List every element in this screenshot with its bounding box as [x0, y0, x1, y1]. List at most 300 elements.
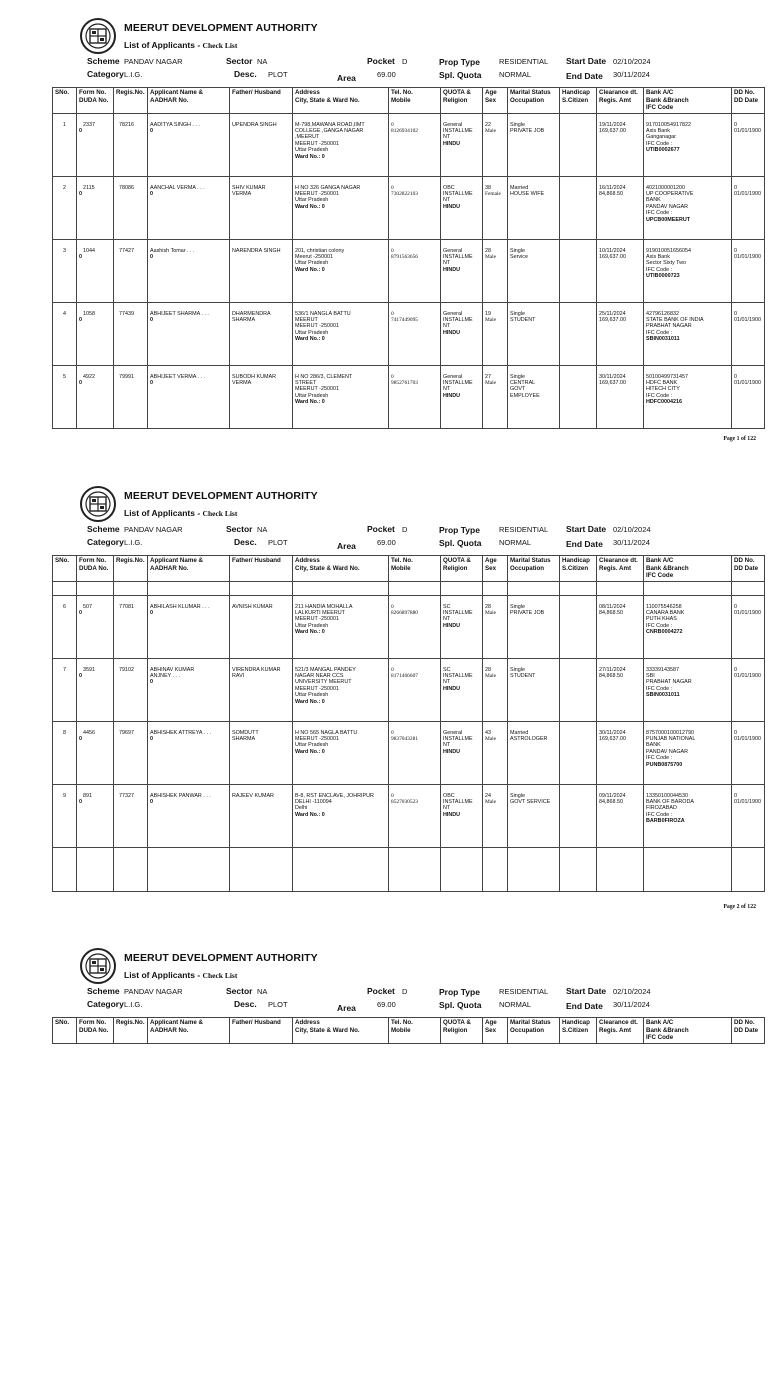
- column-header: [293, 556, 389, 582]
- cell-text: UTIB0002677: [646, 147, 680, 154]
- cell-text: 0: [734, 121, 737, 128]
- cell-text: STATE BANK OF INDIA PRABHAT NAGAR: [646, 316, 704, 330]
- end-date-label: End Date: [566, 71, 603, 81]
- spl-quota-value: NORMAL: [499, 70, 532, 79]
- table-cell: [483, 176, 508, 239]
- applicants-table: [52, 87, 765, 429]
- table-cell: [389, 176, 441, 239]
- column-header: [230, 88, 293, 114]
- table-row: [53, 365, 765, 428]
- table-cell: [732, 658, 765, 721]
- cell-text: OBC INSTALLME NT: [443, 184, 473, 204]
- column-header: [53, 88, 77, 114]
- prop-type-value: RESIDENTIAL: [499, 525, 549, 534]
- empty-cell: [732, 847, 765, 891]
- cell-text: CANARA BANK PUTH KHAS: [646, 609, 685, 623]
- column-header-text: Form No. DUDA No.: [79, 89, 109, 104]
- cell-text: Ward No.: 0: [295, 811, 325, 818]
- table-cell: [148, 239, 230, 302]
- cell-text: 536/1 NANGLA BATTU MEERUT MEERUT -250001 Uttar Pradesh: [295, 310, 351, 336]
- sector-label: Sector: [226, 56, 253, 66]
- column-header: [114, 88, 148, 114]
- column-header-text: Regis.No.: [116, 1019, 145, 1026]
- cell-text: 4021000001200: [646, 184, 685, 191]
- table-cell: [148, 721, 230, 784]
- cell-text: 0: [79, 127, 82, 134]
- column-header-text: Marital Status Occupation: [510, 557, 551, 572]
- empty-cell: [597, 581, 644, 595]
- start-date-label: Start Date: [566, 986, 607, 996]
- cell-text: Male: [485, 316, 497, 323]
- cell-text: IFC Code :: [646, 811, 673, 818]
- cell-text: ABHISHEK PANWAR . . .: [150, 792, 211, 799]
- category-value: L.I.G.: [124, 538, 143, 547]
- table-cell: [77, 176, 114, 239]
- cell-text: Male: [485, 253, 497, 260]
- desc-value: PLOT: [268, 538, 288, 547]
- cell-text: SHIV KUMAR VERMA: [232, 184, 266, 197]
- table-cell: [560, 595, 597, 658]
- cell-text: IFC Code :: [646, 622, 673, 629]
- cell-text: 78216: [119, 121, 134, 128]
- column-header: [597, 556, 644, 582]
- empty-cell: [293, 581, 389, 595]
- table-cell: [53, 113, 77, 176]
- column-header-text: Age Sex: [485, 1019, 497, 1034]
- table-cell: [597, 176, 644, 239]
- cell-text: 84,868.50: [599, 609, 623, 616]
- start-date-value: 02/10/2024: [613, 525, 651, 534]
- cell-text: 01/01/1900: [734, 672, 761, 679]
- table-cell: [53, 721, 77, 784]
- cell-text: 27/11/2024: [599, 666, 626, 673]
- cell-text: NARENDRA SINGH: [232, 247, 281, 254]
- start-date-label: Start Date: [566, 56, 607, 66]
- cell-text: AADITYA SINGH . . .: [150, 121, 200, 128]
- empty-cell: [644, 847, 732, 891]
- table-cell: [148, 302, 230, 365]
- cell-text: PRIVATE JOB: [510, 127, 545, 134]
- cell-text: Ward No.: 0: [295, 266, 325, 273]
- table-cell: [441, 302, 483, 365]
- empty-cell: [508, 581, 560, 595]
- table-cell: [389, 365, 441, 428]
- end-date-label: End Date: [566, 1001, 603, 1011]
- category-value: L.I.G.: [124, 70, 143, 79]
- cell-text: PRIVATE JOB: [510, 609, 545, 616]
- cell-text: UTIB0000723: [646, 273, 680, 280]
- cell-text: 0: [391, 184, 394, 191]
- cell-text: 01/01/1900: [734, 253, 761, 260]
- cell-text: 0: [734, 310, 737, 317]
- cell-text: 13350100044530: [646, 792, 688, 799]
- cell-text: IFC Code :: [646, 685, 673, 692]
- table-cell: [230, 365, 293, 428]
- cell-text: 0: [150, 798, 153, 805]
- cell-text: 8126934102: [391, 127, 418, 134]
- table-cell: [293, 658, 389, 721]
- table-cell: [508, 176, 560, 239]
- cell-text: ABHIJEET SHARMA . . .: [150, 310, 209, 317]
- cell-text: 211 HANDIA MOHALLA LALKURTI MEERUT MEERUT -250001 Uttar Pradesh: [295, 603, 353, 629]
- cell-text: SBIN0031011: [646, 336, 680, 343]
- pocket-label: Pocket: [367, 986, 395, 996]
- table-cell: [293, 784, 389, 847]
- cell-text: STUDENT: [510, 672, 536, 679]
- cell-text: Axis Bank Ganganagar: [646, 127, 676, 141]
- table-cell: [508, 302, 560, 365]
- table-cell: [293, 176, 389, 239]
- table-cell: [148, 784, 230, 847]
- table-cell: [114, 595, 148, 658]
- cell-text: 01/01/1900: [734, 735, 761, 742]
- cell-text: SBI PRABHAT NAGAR: [646, 672, 692, 686]
- cell-text: 78086: [119, 184, 134, 191]
- cell-text: 33339143587: [646, 666, 679, 673]
- cell-text: 9852761703: [391, 379, 418, 386]
- table-cell: [508, 784, 560, 847]
- cell-text: 0: [79, 316, 82, 323]
- table-cell: [53, 595, 77, 658]
- cell-text: Male: [485, 127, 497, 134]
- table-cell: [732, 113, 765, 176]
- desc-label: Desc.: [234, 537, 257, 547]
- spl-quota-value: NORMAL: [499, 1000, 532, 1009]
- sector-value: NA: [257, 525, 268, 534]
- column-header-text: DD No. DD Date: [734, 1019, 759, 1034]
- table-cell: [148, 595, 230, 658]
- cell-text: 8527030523: [391, 798, 418, 805]
- table-cell: [644, 784, 732, 847]
- page-number: Page 2 of 122: [723, 904, 756, 910]
- cell-text: 0: [150, 127, 153, 134]
- table-cell: [560, 365, 597, 428]
- cell-text: HINDU: [443, 203, 461, 210]
- table-cell: [597, 239, 644, 302]
- table-cell: [114, 658, 148, 721]
- column-header-text: DD No. DD Date: [734, 89, 759, 104]
- column-header: [560, 556, 597, 582]
- table-cell: [389, 721, 441, 784]
- column-header-text: Form No. DUDA No.: [79, 1019, 109, 1034]
- cell-text: 0: [79, 253, 82, 260]
- cell-text: 19/11/2024: [599, 121, 626, 128]
- cell-text: 0: [391, 603, 394, 610]
- column-header-text: Tel. No. Mobile: [391, 1019, 413, 1034]
- table-cell: [77, 365, 114, 428]
- cell-text: Married: [510, 184, 529, 191]
- table-cell: [597, 658, 644, 721]
- cell-text: HDFC BANK HITECH CITY: [646, 379, 680, 393]
- cell-text: 0: [150, 609, 153, 616]
- table-cell: [230, 721, 293, 784]
- cell-text: ABHILASH KLUMAR . . .: [150, 603, 210, 610]
- cell-text: HINDU: [443, 329, 461, 336]
- cell-text: 43: [485, 729, 491, 736]
- org-title: MEERUT DEVELOPMENT AUTHORITY: [124, 22, 318, 34]
- table-cell: [230, 595, 293, 658]
- applicants-table: [52, 1017, 765, 1044]
- cell-text: 50100499731457: [646, 373, 688, 380]
- cell-text: 0: [150, 735, 153, 742]
- cell-text: UPCB00MEERUT: [646, 216, 691, 223]
- table-cell: [293, 113, 389, 176]
- column-header-text: Tel. No. Mobile: [391, 89, 413, 104]
- cell-text: 169,637.00: [599, 253, 626, 260]
- spl-quota-label: Spl. Quota: [439, 538, 482, 548]
- cell-text: 9: [63, 792, 66, 799]
- table-cell: [293, 721, 389, 784]
- column-header-text: Address City, State & Ward No.: [295, 89, 360, 104]
- cell-text: Female: [485, 190, 501, 197]
- cell-text: STUDENT: [510, 316, 536, 323]
- scheme-value: PANDAV NAGAR: [124, 525, 183, 534]
- table-cell: [293, 302, 389, 365]
- cell-text: BANK OF BARODA FIROZABAD: [646, 798, 694, 812]
- cell-text: 0: [150, 379, 153, 386]
- area-value: 69.00: [377, 538, 396, 547]
- table-cell: [77, 302, 114, 365]
- table-cell: [732, 595, 765, 658]
- column-header-text: Regis.No.: [116, 89, 145, 96]
- area-value: 69.00: [377, 70, 396, 79]
- area-label: Area: [337, 73, 356, 83]
- cell-text: 28: [485, 603, 491, 610]
- column-header-text: Handicap S.Citizen: [562, 1019, 590, 1034]
- cell-text: Single: [510, 121, 525, 128]
- cell-text: 0: [391, 729, 394, 736]
- column-header-text: Applicant Name & AADHAR No.: [150, 557, 203, 572]
- column-header: [441, 88, 483, 114]
- cell-text: Ward No.: 0: [295, 748, 325, 755]
- table-cell: [597, 721, 644, 784]
- cell-text: General INSTALLME NT: [443, 247, 473, 267]
- cell-text: 0: [391, 121, 394, 128]
- cell-text: 0: [391, 310, 394, 317]
- prop-type-label: Prop Type: [439, 525, 480, 535]
- empty-cell: [732, 581, 765, 595]
- column-header: [732, 1018, 765, 1044]
- table-cell: [597, 302, 644, 365]
- cell-text: HINDU: [443, 392, 461, 399]
- cell-text: 8: [63, 729, 66, 736]
- empty-cell: [148, 847, 230, 891]
- table-cell: [644, 365, 732, 428]
- empty-cell: [53, 581, 77, 595]
- table-cell: [77, 721, 114, 784]
- column-header-text: Age Sex: [485, 557, 497, 572]
- column-header-text: Marital Status Occupation: [510, 89, 551, 104]
- empty-cell: [53, 847, 77, 891]
- cell-text: 79102: [119, 666, 134, 673]
- table-cell: [230, 176, 293, 239]
- column-header-text: Marital Status Occupation: [510, 1019, 551, 1034]
- empty-cell: [148, 581, 230, 595]
- table-cell: [114, 176, 148, 239]
- start-date-value: 02/10/2024: [613, 987, 651, 996]
- table-cell: [441, 658, 483, 721]
- table-cell: [732, 365, 765, 428]
- table-cell: [230, 784, 293, 847]
- cell-text: SOMDUTT SHARMA: [232, 729, 259, 742]
- cell-text: 0: [391, 373, 394, 380]
- table-cell: [389, 658, 441, 721]
- cell-text: 169,637.00: [599, 379, 626, 386]
- cell-text: 8791563656: [391, 253, 418, 260]
- cell-text: 0: [150, 316, 153, 323]
- cell-text: 6: [63, 603, 66, 610]
- cell-text: 01/01/1900: [734, 379, 761, 386]
- table-cell: [77, 658, 114, 721]
- table-cell: [441, 113, 483, 176]
- column-header: [483, 556, 508, 582]
- spl-quota-value: NORMAL: [499, 538, 532, 547]
- table-cell: [114, 302, 148, 365]
- cell-text: UPENDRA SINGH: [232, 121, 277, 128]
- cell-text: 7417449095: [391, 316, 418, 323]
- sector-label: Sector: [226, 524, 253, 534]
- empty-cell: [483, 581, 508, 595]
- table-cell: [148, 176, 230, 239]
- column-header-text: Clearance dt. Regis. Amt: [599, 1019, 638, 1034]
- subtitle-text: List of Applicants -: [124, 970, 203, 980]
- list-subtitle: [124, 508, 237, 518]
- empty-cell: [441, 581, 483, 595]
- table-cell: [389, 302, 441, 365]
- cell-text: 2: [63, 184, 66, 191]
- empty-cell: [114, 847, 148, 891]
- area-label: Area: [337, 541, 356, 551]
- column-header-text: SNo.: [55, 557, 70, 564]
- report-page: [0, 946, 768, 1386]
- table-cell: [441, 365, 483, 428]
- cell-text: 0: [734, 792, 737, 799]
- category-label: Category: [87, 69, 124, 79]
- cell-text: 8171466607: [391, 672, 418, 679]
- table-cell: [644, 239, 732, 302]
- cell-text: 2337: [83, 121, 95, 128]
- column-header-text: Applicant Name & AADHAR No.: [150, 1019, 203, 1034]
- cell-text: 77427: [119, 247, 134, 254]
- cell-text: 27: [485, 373, 491, 380]
- cell-text: 3591: [83, 666, 95, 673]
- cell-text: IFC Code :: [646, 140, 673, 147]
- list-subtitle: [124, 970, 237, 980]
- cell-text: 891: [83, 792, 92, 799]
- cell-text: Ward No.: 0: [295, 698, 325, 705]
- table-cell: [597, 595, 644, 658]
- table-row: [53, 239, 765, 302]
- cell-text: 22: [485, 121, 491, 128]
- table-cell: [230, 239, 293, 302]
- cell-text: 0: [150, 253, 153, 260]
- cell-text: 521/3 MANGAL PANDEY NAGAR NEAR CCS UNIVERSITY MEERUT MEERUT -250001 Uttar Pradesh: [295, 666, 356, 699]
- end-date-value: 30/11/2024: [613, 70, 650, 79]
- cell-text: 169,637.00: [599, 316, 626, 323]
- cell-text: IFC Code :: [646, 210, 673, 217]
- table-cell: [560, 302, 597, 365]
- table-cell: [508, 113, 560, 176]
- column-header-text: Bank A/C Bank &Branch IFC Code: [646, 557, 689, 579]
- table-cell: [114, 721, 148, 784]
- sector-value: NA: [257, 987, 268, 996]
- column-header: [644, 556, 732, 582]
- category-value: L.I.G.: [124, 1000, 143, 1009]
- table-row: [53, 595, 765, 658]
- cell-text: 8757000100012790: [646, 729, 694, 736]
- column-header: [148, 556, 230, 582]
- cell-text: Single: [510, 666, 525, 673]
- cell-text: 0: [150, 190, 153, 197]
- table-cell: [114, 365, 148, 428]
- table-row: [53, 176, 765, 239]
- sector-label: Sector: [226, 986, 253, 996]
- empty-cell: [77, 847, 114, 891]
- cell-text: CENTRAL GOVT EMPLOYEE: [510, 379, 540, 399]
- column-header: [644, 88, 732, 114]
- spl-quota-label: Spl. Quota: [439, 70, 482, 80]
- column-header: [560, 1018, 597, 1044]
- table-cell: [508, 658, 560, 721]
- cell-text: 169,637.00: [599, 735, 626, 742]
- scheme-value: PANDAV NAGAR: [124, 987, 183, 996]
- cell-text: 38: [485, 184, 491, 191]
- cell-text: 4456: [83, 729, 95, 736]
- column-header-text: QUOTA & Religion: [443, 1019, 471, 1034]
- empty-cell: [114, 581, 148, 595]
- desc-label: Desc.: [234, 999, 257, 1009]
- cell-text: IFC Code :: [646, 329, 673, 336]
- column-header-text: Father/ Husband: [232, 1019, 281, 1026]
- mda-logo-icon: [80, 486, 116, 522]
- cell-text: 01/01/1900: [734, 316, 761, 323]
- cell-text: Male: [485, 609, 497, 616]
- table-cell: [644, 302, 732, 365]
- table-cell: [483, 365, 508, 428]
- cell-text: 01/01/1900: [734, 609, 761, 616]
- table-cell: [441, 721, 483, 784]
- cell-text: 4922: [83, 373, 95, 380]
- column-header: [77, 88, 114, 114]
- cell-text: Single: [510, 792, 525, 799]
- column-header: [148, 1018, 230, 1044]
- column-header-text: Tel. No. Mobile: [391, 557, 413, 572]
- table-cell: [53, 365, 77, 428]
- column-header-text: QUOTA & Religion: [443, 557, 471, 572]
- empty-cell: [389, 847, 441, 891]
- table-cell: [483, 239, 508, 302]
- table-cell: [441, 784, 483, 847]
- cell-text: 110075546258: [646, 603, 682, 610]
- table-cell: [53, 239, 77, 302]
- table-cell: [53, 176, 77, 239]
- cell-text: General INSTALLME NT: [443, 121, 473, 141]
- empty-cell: [441, 847, 483, 891]
- cell-text: 0: [391, 666, 394, 673]
- table-cell: [483, 113, 508, 176]
- category-label: Category: [87, 999, 124, 1009]
- cell-text: 0: [734, 729, 737, 736]
- empty-cell: [230, 581, 293, 595]
- category-label: Category: [87, 537, 124, 547]
- column-header: [508, 556, 560, 582]
- cell-text: CNRB0004272: [646, 629, 683, 636]
- cell-text: General INSTALLME NT: [443, 310, 473, 330]
- cell-text: H NO 326 GANGA NAGAR MEERUT -250001 Uttar Pradesh: [295, 184, 361, 204]
- cell-text: 0: [79, 798, 82, 805]
- column-header-text: Father/ Husband: [232, 89, 281, 96]
- column-header-text: Clearance dt. Regis. Amt: [599, 557, 638, 572]
